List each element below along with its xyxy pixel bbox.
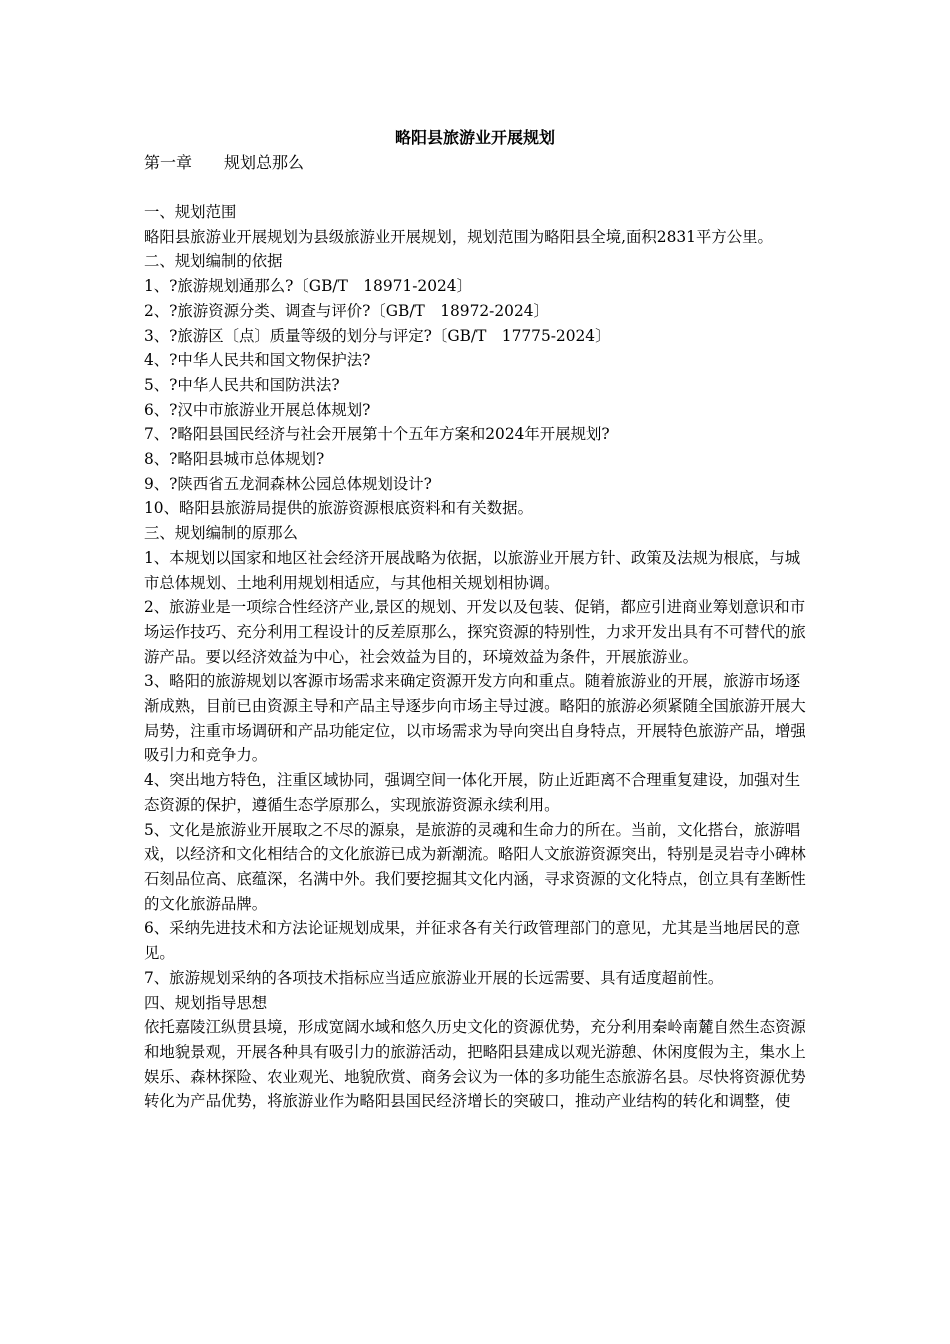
section-heading: 一、规划范围: [144, 203, 237, 221]
list-item: 6、?汉中市旅游业开展总体规划?: [144, 400, 371, 419]
list-item: 4、?中华人民共和国文物保护法?: [144, 351, 371, 370]
list-item: 1、本规划以国家和地区社会经济开展战略为依据，以旅游业开展方针、政策及法规为根底，与城市总体规划、土地利用规划相适应，与其他相关规划相协调。: [144, 548, 801, 592]
list-item: 2、?旅游资源分类、调查与评价?〔GB/T 18972-2024〕: [144, 301, 549, 320]
list-item: 8、?略阳县城市总体规划?: [144, 450, 325, 469]
section-heading: 二、规划编制的依据: [144, 252, 283, 271]
list-item: 4、突出地方特色，注重区域协同，强调空间一体化开展，防止近距离不合理重复建设，加强对生态资源的保护，遵循生态学原那么，实现旅游资源永续利用。: [144, 771, 801, 814]
paragraph: 依托嘉陵江纵贯县境，形成宽阔水域和悠久历史文化的资源优势，充分利用秦岭南麓自然生态资源和地貌景观，开展各种具有吸引力的旅游活动，把略阳县建成以观光游憩、休闲度假为主，集水上娱乐、森林探险、农业观光、地貌欣赏、商务会议为一体的多功能生态旅游名县。尽快将资源优势转化为产品优势，将旅游业作为略阳县国民经济增长的突破口，推动产业结构的转化和调整，使: [144, 1018, 806, 1111]
list-item: 3、?旅游区〔点〕质量等级的划分与评定?〔GB/T 17775-2024〕: [144, 326, 611, 345]
list-item: 10、略阳县旅游局提供的旅游资源根底资料和有关数据。: [144, 499, 533, 518]
list-item: 5、?中华人民共和国防洪法?: [144, 375, 340, 394]
section-heading: 三、规划编制的原那么: [144, 524, 298, 543]
list-item: 2、旅游业是一项综合性经济产业,景区的规划、开发以及包装、促销，都应引进商业筹划意识和市场运作技巧、充分利用工程设计的反差原那么，探究资源的特别性，力求开发出具有不可替代的旅游产品。要以经济效益为中心，社会效益为目的，环境效益为条件，开展旅游业。: [144, 598, 806, 666]
document-body: [144, 200, 814, 1114]
document-title: 略阳县旅游业开展规划: [394, 128, 555, 147]
list-item: 7、旅游规划采纳的各项技术指标应当适应旅游业开展的长远需要、具有适度超前性。: [144, 968, 724, 987]
list-item: 3、略阳的旅游规划以客源市场需求来确定资源开发方向和重点。随着旅游业的开展，旅游市场逐渐成熟，目前已由资源主导和产品主导逐步向市场主导过渡。略阳的旅游必须紧随全国旅游开展大局势，注重市场调研和产品功能定位，以市场需求为导向突出自身特点，开展特色旅游产品，增强吸引力和竞争力。: [144, 672, 806, 765]
list-item: 1、?旅游规划通那么?〔GB/T 18971-2024〕: [144, 277, 472, 296]
paragraph: 略阳县旅游业开展规划为县级旅游业开展规划，规划范围为略阳县全境,面积2831平方公里。: [144, 227, 773, 246]
list-item: 9、?陕西省五龙洞森林公园总体规划设计?: [144, 474, 432, 493]
section-heading: 四、规划指导思想: [144, 993, 268, 1012]
list-item: 5、文化是旅游业开展取之不尽的源泉，是旅游的灵魂和生命力的所在。当前，文化搭台，旅游唱戏，以经济和文化相结合的文化旅游已成为新潮流。略阳人文旅游资源突出，特别是灵岩寺小碑林石刻品位高、底蕴深，名满中外。我们要挖掘其文化内涵，寻求资源的文化特点，创立具有垄断性的文化旅游品牌。: [144, 820, 806, 913]
chapter-heading: 第一章 规划总那么: [144, 153, 305, 172]
list-item: 6、采纳先进技术和方法论证规划成果，并征求各有关行政管理部门的意见，尤其是当地居民的意见。: [144, 919, 801, 963]
list-item: 7、?略阳县国民经济与社会开展第十个五年方案和2024年开展规划?: [144, 425, 610, 444]
